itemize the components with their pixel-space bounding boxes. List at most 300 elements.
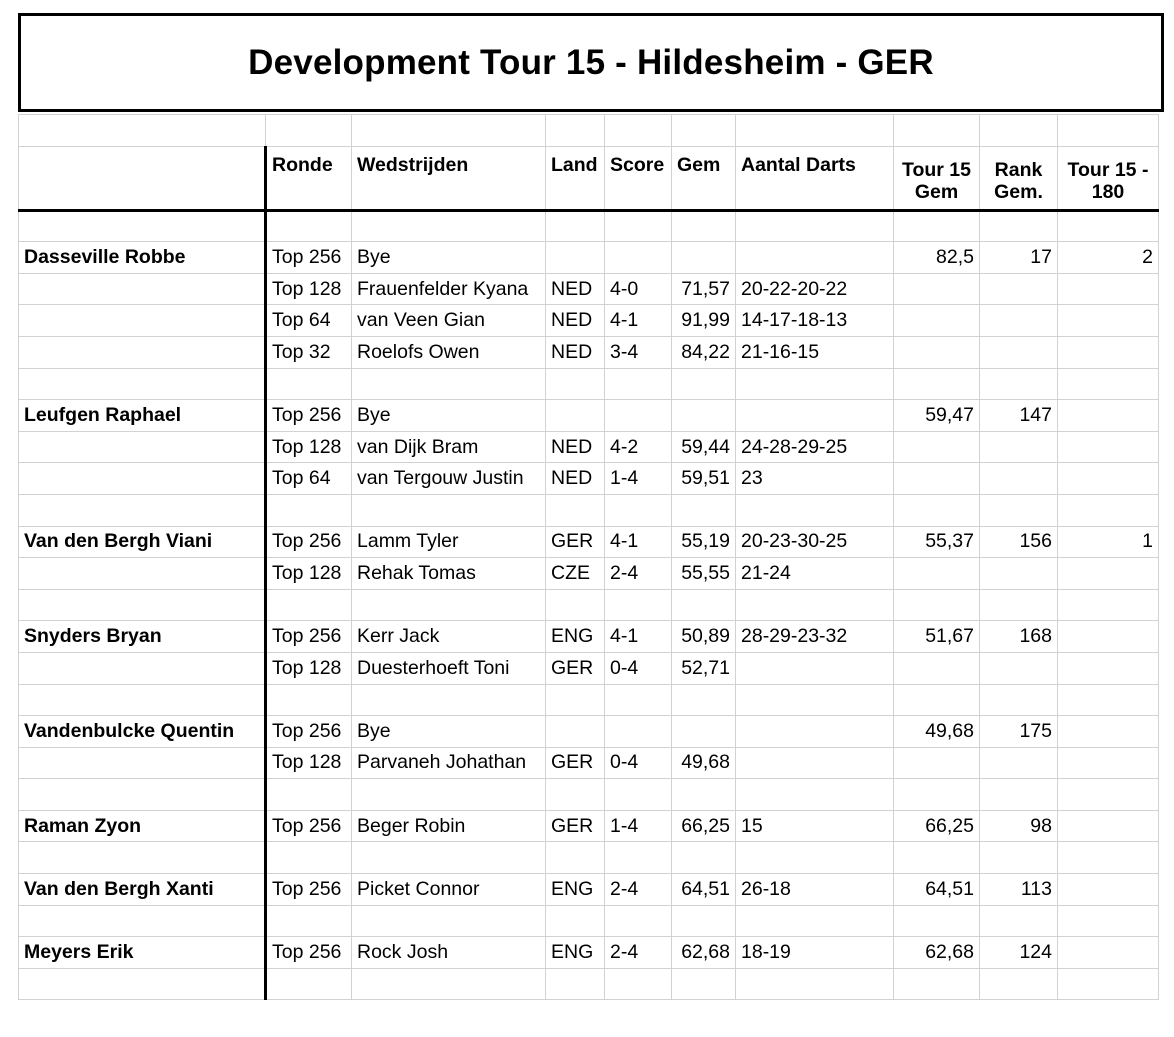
spacer-row <box>19 905 1159 937</box>
match-opponent: Bye <box>352 242 546 274</box>
cell <box>672 779 736 811</box>
cell <box>546 589 605 621</box>
match-ronde: Top 128 <box>266 273 352 305</box>
cell <box>352 842 546 874</box>
table-row <box>19 937 1159 969</box>
spacer-row <box>19 494 1159 526</box>
tour-180 <box>1058 305 1159 337</box>
match-ronde: Top 32 <box>266 336 352 368</box>
spacer-row <box>19 842 1159 874</box>
cell <box>1058 968 1159 1000</box>
match-gem: 84,22 <box>672 336 736 368</box>
match-score: 4-1 <box>605 526 672 558</box>
match-gem: 71,57 <box>672 273 736 305</box>
cell <box>352 589 546 621</box>
cell <box>894 905 980 937</box>
match-opponent: Frauenfelder Kyana <box>352 273 546 305</box>
cell <box>672 842 736 874</box>
header-row <box>19 146 1159 210</box>
player-name <box>19 305 266 337</box>
cell <box>980 779 1058 811</box>
cell <box>672 494 736 526</box>
tour-180 <box>1058 747 1159 779</box>
match-ronde: Top 256 <box>266 874 352 906</box>
table-row <box>19 810 1159 842</box>
match-gem: 50,89 <box>672 621 736 653</box>
header-tour-gem <box>894 146 980 210</box>
player-name <box>19 463 266 495</box>
match-darts <box>736 400 894 432</box>
header-ronde: Ronde <box>266 146 352 210</box>
table-row <box>19 621 1159 653</box>
match-darts: 24-28-29-25 <box>736 431 894 463</box>
player-name: Snyders Bryan <box>19 621 266 653</box>
match-score: 0-4 <box>605 652 672 684</box>
tour-180 <box>1058 810 1159 842</box>
cell <box>546 210 605 242</box>
table-row <box>19 400 1159 432</box>
player-name <box>19 652 266 684</box>
match-score: 1-4 <box>605 463 672 495</box>
tour-gem <box>894 273 980 305</box>
match-ronde: Top 256 <box>266 526 352 558</box>
cell <box>980 494 1058 526</box>
match-gem <box>672 716 736 748</box>
match-score: 2-4 <box>605 558 672 590</box>
cell <box>546 115 605 147</box>
player-name: Leufgen Raphael <box>19 400 266 432</box>
match-score: 4-2 <box>605 431 672 463</box>
match-gem: 59,51 <box>672 463 736 495</box>
match-darts: 20-23-30-25 <box>736 526 894 558</box>
tour-gem <box>894 558 980 590</box>
match-ronde: Top 256 <box>266 621 352 653</box>
cell <box>672 684 736 716</box>
cell <box>605 779 672 811</box>
spacer-row <box>19 779 1159 811</box>
match-ronde: Top 256 <box>266 716 352 748</box>
cell <box>736 368 894 400</box>
cell <box>736 779 894 811</box>
table-row <box>19 273 1159 305</box>
tour-180 <box>1058 273 1159 305</box>
cell <box>266 210 352 242</box>
match-ronde: Top 256 <box>266 810 352 842</box>
match-land: GER <box>546 810 605 842</box>
cell <box>19 842 266 874</box>
tour-180 <box>1058 716 1159 748</box>
tour-180: 1 <box>1058 526 1159 558</box>
rank-gem <box>980 652 1058 684</box>
match-gem: 55,19 <box>672 526 736 558</box>
player-name <box>19 273 266 305</box>
player-name <box>19 558 266 590</box>
cell <box>736 210 894 242</box>
cell <box>672 368 736 400</box>
results-table <box>18 114 1159 1000</box>
cell <box>352 115 546 147</box>
cell <box>736 968 894 1000</box>
cell <box>736 684 894 716</box>
cell <box>352 779 546 811</box>
tour-180: 2 <box>1058 242 1159 274</box>
table-row <box>19 874 1159 906</box>
match-ronde: Top 256 <box>266 242 352 274</box>
player-name: Van den Bergh Xanti <box>19 874 266 906</box>
match-land: GER <box>546 652 605 684</box>
tour-gem: 82,5 <box>894 242 980 274</box>
match-darts: 23 <box>736 463 894 495</box>
rank-gem: 175 <box>980 716 1058 748</box>
cell <box>894 842 980 874</box>
table-body <box>19 115 1159 1000</box>
player-name <box>19 336 266 368</box>
match-land: NED <box>546 336 605 368</box>
player-name <box>19 431 266 463</box>
match-score <box>605 400 672 432</box>
cell <box>605 968 672 1000</box>
cell <box>352 905 546 937</box>
match-score: 3-4 <box>605 336 672 368</box>
match-darts <box>736 716 894 748</box>
cell <box>19 589 266 621</box>
match-opponent: Roelofs Owen <box>352 336 546 368</box>
header-rank-line2: Gem. <box>994 180 1043 203</box>
header-score: Score <box>605 146 672 210</box>
cell <box>266 589 352 621</box>
table-row <box>19 305 1159 337</box>
cell <box>672 905 736 937</box>
tour-gem: 64,51 <box>894 874 980 906</box>
match-land: ENG <box>546 937 605 969</box>
header-tour180-line1: Tour 15 - <box>1067 158 1149 181</box>
match-gem <box>672 242 736 274</box>
cell <box>980 368 1058 400</box>
cell <box>605 684 672 716</box>
cell <box>1058 115 1159 147</box>
table-row <box>19 558 1159 590</box>
table-row <box>19 716 1159 748</box>
spacer-row <box>19 210 1159 242</box>
cell <box>266 684 352 716</box>
match-darts: 18-19 <box>736 937 894 969</box>
player-name: Meyers Erik <box>19 937 266 969</box>
cell <box>672 210 736 242</box>
match-ronde: Top 256 <box>266 937 352 969</box>
cell <box>894 210 980 242</box>
table-row <box>19 747 1159 779</box>
match-opponent: Picket Connor <box>352 874 546 906</box>
spacer-row <box>19 684 1159 716</box>
cell <box>736 115 894 147</box>
cell <box>605 368 672 400</box>
match-land: GER <box>546 526 605 558</box>
header-gem: Gem <box>672 146 736 210</box>
cell <box>894 968 980 1000</box>
player-name: Van den Bergh Viani <box>19 526 266 558</box>
match-opponent: Duesterhoeft Toni <box>352 652 546 684</box>
table-row <box>19 336 1159 368</box>
match-ronde: Top 64 <box>266 305 352 337</box>
rank-gem <box>980 463 1058 495</box>
tour-180 <box>1058 621 1159 653</box>
match-opponent: Rock Josh <box>352 937 546 969</box>
player-name: Dasseville Robbe <box>19 242 266 274</box>
player-name: Vandenbulcke Quentin <box>19 716 266 748</box>
match-land: NED <box>546 431 605 463</box>
cell <box>19 115 266 147</box>
match-score: 4-1 <box>605 305 672 337</box>
rank-gem: 98 <box>980 810 1058 842</box>
rank-gem <box>980 431 1058 463</box>
spacer-row <box>19 368 1159 400</box>
cell <box>980 589 1058 621</box>
match-opponent: Parvaneh Johathan <box>352 747 546 779</box>
match-darts: 15 <box>736 810 894 842</box>
match-gem: 55,55 <box>672 558 736 590</box>
cell <box>266 842 352 874</box>
cell <box>19 210 266 242</box>
cell <box>736 589 894 621</box>
match-ronde: Top 64 <box>266 463 352 495</box>
cell <box>19 968 266 1000</box>
header-tour-gem-line1: Tour 15 <box>902 158 971 181</box>
match-gem: 52,71 <box>672 652 736 684</box>
match-land <box>546 242 605 274</box>
cell <box>546 684 605 716</box>
cell <box>352 368 546 400</box>
header-tour180-line2: 180 <box>1091 180 1125 203</box>
rank-gem: 17 <box>980 242 1058 274</box>
match-opponent: van Veen Gian <box>352 305 546 337</box>
tour-gem <box>894 463 980 495</box>
match-ronde: Top 128 <box>266 747 352 779</box>
cell <box>1058 779 1159 811</box>
header-aantal-darts: Aantal Darts <box>736 146 894 210</box>
match-darts <box>736 747 894 779</box>
cell <box>546 905 605 937</box>
match-score: 4-1 <box>605 621 672 653</box>
match-darts: 14-17-18-13 <box>736 305 894 337</box>
title-box <box>18 13 1164 112</box>
player-name <box>19 747 266 779</box>
match-score <box>605 242 672 274</box>
match-ronde: Top 128 <box>266 431 352 463</box>
match-darts <box>736 242 894 274</box>
cell <box>266 968 352 1000</box>
match-score: 2-4 <box>605 874 672 906</box>
match-land: NED <box>546 305 605 337</box>
cell <box>546 968 605 1000</box>
header-wedstrijden: Wedstrijden <box>352 146 546 210</box>
tour-180 <box>1058 336 1159 368</box>
tour-gem <box>894 747 980 779</box>
tour-gem: 55,37 <box>894 526 980 558</box>
cell <box>980 905 1058 937</box>
match-land: NED <box>546 463 605 495</box>
cell <box>1058 842 1159 874</box>
cell <box>894 494 980 526</box>
tour-gem <box>894 431 980 463</box>
cell <box>736 905 894 937</box>
cell <box>352 684 546 716</box>
match-opponent: Bye <box>352 400 546 432</box>
cell <box>546 494 605 526</box>
cell <box>736 842 894 874</box>
cell <box>1058 684 1159 716</box>
tour-180 <box>1058 431 1159 463</box>
cell <box>980 210 1058 242</box>
tour-gem <box>894 305 980 337</box>
tour-gem: 51,67 <box>894 621 980 653</box>
match-score: 1-4 <box>605 810 672 842</box>
tour-gem <box>894 652 980 684</box>
header-rank <box>980 146 1058 210</box>
cell <box>19 905 266 937</box>
table-row <box>19 242 1159 274</box>
spacer-row <box>19 115 1159 147</box>
cell <box>605 589 672 621</box>
spacer-row <box>19 968 1159 1000</box>
cell <box>352 210 546 242</box>
cell <box>980 968 1058 1000</box>
cell <box>546 368 605 400</box>
page-title: Development Tour 15 - Hildesheim - GER <box>248 42 934 82</box>
rank-gem: 156 <box>980 526 1058 558</box>
cell <box>980 842 1058 874</box>
cell <box>894 368 980 400</box>
match-land: ENG <box>546 621 605 653</box>
cell <box>19 494 266 526</box>
match-score: 2-4 <box>605 937 672 969</box>
cell <box>1058 494 1159 526</box>
rank-gem: 168 <box>980 621 1058 653</box>
rank-gem <box>980 305 1058 337</box>
cell <box>736 494 894 526</box>
table-row <box>19 431 1159 463</box>
match-land: GER <box>546 747 605 779</box>
cell <box>1058 210 1159 242</box>
match-gem: 64,51 <box>672 874 736 906</box>
cell <box>672 968 736 1000</box>
cell <box>266 905 352 937</box>
tour-gem: 62,68 <box>894 937 980 969</box>
rank-gem <box>980 273 1058 305</box>
cell <box>605 210 672 242</box>
rank-gem <box>980 558 1058 590</box>
match-score <box>605 716 672 748</box>
header-land: Land <box>546 146 605 210</box>
cell <box>546 842 605 874</box>
cell <box>605 115 672 147</box>
match-land <box>546 400 605 432</box>
match-opponent: van Dijk Bram <box>352 431 546 463</box>
match-darts: 28-29-23-32 <box>736 621 894 653</box>
cell <box>1058 368 1159 400</box>
tour-gem: 49,68 <box>894 716 980 748</box>
match-gem: 62,68 <box>672 937 736 969</box>
cell <box>352 968 546 1000</box>
tour-gem <box>894 336 980 368</box>
cell <box>894 115 980 147</box>
match-gem: 66,25 <box>672 810 736 842</box>
header-cell-empty <box>19 146 266 210</box>
cell <box>672 115 736 147</box>
cell <box>980 684 1058 716</box>
tour-180 <box>1058 652 1159 684</box>
cell <box>266 368 352 400</box>
match-opponent: van Tergouw Justin <box>352 463 546 495</box>
rank-gem: 113 <box>980 874 1058 906</box>
match-opponent: Bye <box>352 716 546 748</box>
cell <box>546 779 605 811</box>
rank-gem <box>980 747 1058 779</box>
match-land <box>546 716 605 748</box>
cell <box>266 115 352 147</box>
match-opponent: Kerr Jack <box>352 621 546 653</box>
match-darts: 21-16-15 <box>736 336 894 368</box>
rank-gem: 147 <box>980 400 1058 432</box>
tour-gem: 66,25 <box>894 810 980 842</box>
cell <box>894 589 980 621</box>
match-opponent: Lamm Tyler <box>352 526 546 558</box>
header-tour-gem-line2: Gem <box>914 180 959 203</box>
rank-gem <box>980 336 1058 368</box>
match-land: NED <box>546 273 605 305</box>
cell <box>352 494 546 526</box>
table-row <box>19 526 1159 558</box>
rank-gem: 124 <box>980 937 1058 969</box>
cell <box>1058 589 1159 621</box>
header-tour180 <box>1058 146 1159 210</box>
cell <box>894 779 980 811</box>
table-row <box>19 652 1159 684</box>
cell <box>672 589 736 621</box>
match-ronde: Top 128 <box>266 652 352 684</box>
cell <box>980 115 1058 147</box>
match-land: CZE <box>546 558 605 590</box>
tour-gem: 59,47 <box>894 400 980 432</box>
match-gem: 91,99 <box>672 305 736 337</box>
cell <box>266 779 352 811</box>
tour-180 <box>1058 937 1159 969</box>
match-score: 0-4 <box>605 747 672 779</box>
cell <box>605 494 672 526</box>
tour-180 <box>1058 400 1159 432</box>
spacer-row <box>19 589 1159 621</box>
cell <box>894 684 980 716</box>
table-row <box>19 463 1159 495</box>
tour-180 <box>1058 463 1159 495</box>
match-darts: 21-24 <box>736 558 894 590</box>
match-opponent: Rehak Tomas <box>352 558 546 590</box>
cell <box>19 779 266 811</box>
match-gem: 59,44 <box>672 431 736 463</box>
match-land: ENG <box>546 874 605 906</box>
cell <box>605 842 672 874</box>
cell <box>19 684 266 716</box>
match-opponent: Beger Robin <box>352 810 546 842</box>
match-score: 4-0 <box>605 273 672 305</box>
match-darts: 20-22-20-22 <box>736 273 894 305</box>
header-rank-line1: Rank <box>994 158 1043 181</box>
cell <box>1058 905 1159 937</box>
player-name: Raman Zyon <box>19 810 266 842</box>
cell <box>19 368 266 400</box>
match-gem: 49,68 <box>672 747 736 779</box>
cell <box>605 905 672 937</box>
match-darts <box>736 652 894 684</box>
